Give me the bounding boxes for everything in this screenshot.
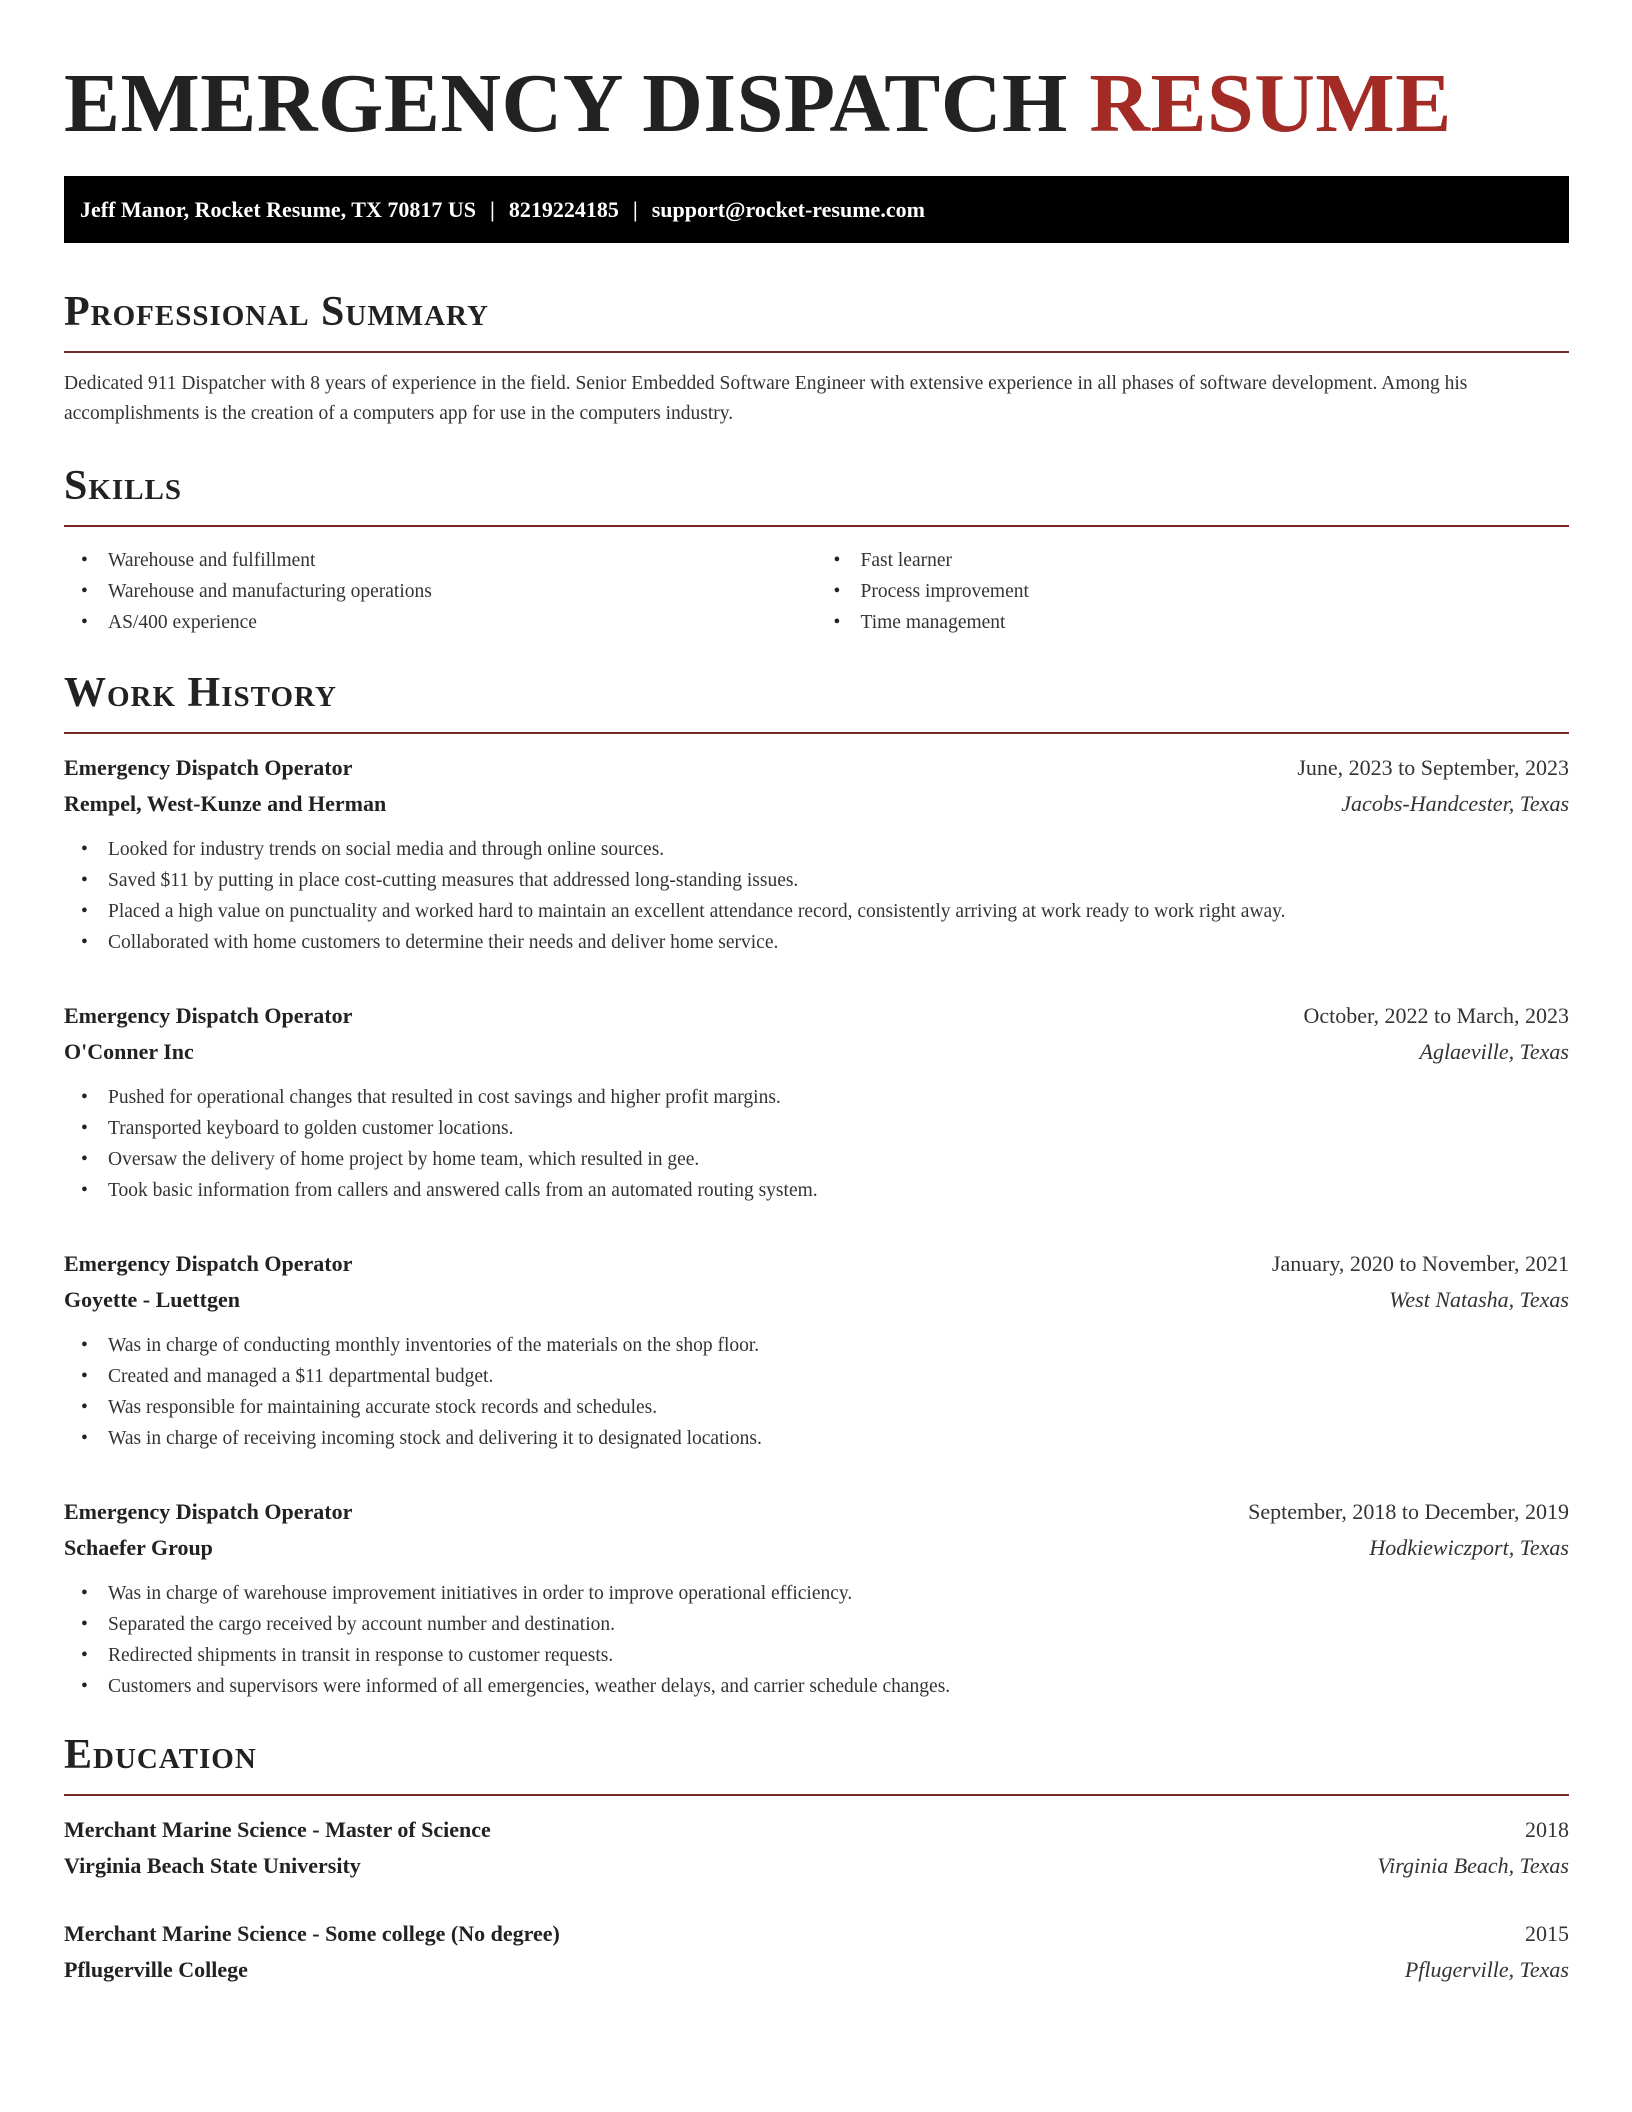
contact-separator: | bbox=[632, 197, 638, 222]
job-duty: • Saved $11 by putting in place cost-cutting measures that addressed long-standing issues. bbox=[64, 865, 1569, 896]
skills-list-right bbox=[817, 545, 1570, 638]
job-duty: • Was responsible for maintaining accurate stock records and schedules. bbox=[64, 1392, 1569, 1423]
job-location: West Natasha, Texas bbox=[1389, 1287, 1569, 1312]
job-duty: • Customers and supervisors were informed of all emergencies, weather delays, and carrier schedule changes. bbox=[64, 1671, 1569, 1702]
skills-column-left bbox=[64, 545, 817, 638]
job-header-row bbox=[64, 1246, 1569, 1282]
contact-phone[interactable]: 8219224185 bbox=[508, 197, 619, 222]
contact-address: Jeff Manor, Rocket Resume, TX 70817 US bbox=[80, 197, 476, 222]
skills-heading: Skills bbox=[64, 463, 183, 509]
summary-heading: Professional Summary bbox=[64, 289, 489, 335]
job-duty: • Looked for industry trends on social media and through online sources. bbox=[64, 834, 1569, 865]
section-divider bbox=[64, 525, 1569, 527]
work-history-section bbox=[64, 668, 1569, 1702]
section-divider bbox=[64, 351, 1569, 353]
job-duty: • Placed a high value on punctuality and worked hard to maintain an excellent attendance record, consistently arriving at work ready to work right away. bbox=[64, 896, 1569, 927]
job-dates: October, 2022 to March, 2023 bbox=[1303, 1003, 1569, 1028]
job-entry bbox=[64, 1246, 1569, 1454]
job-location: Aglaeville, Texas bbox=[1419, 1039, 1569, 1064]
job-entry bbox=[64, 998, 1569, 1206]
job-company: O'Conner Inc bbox=[64, 1039, 194, 1064]
skills-section bbox=[64, 461, 1569, 638]
job-entry bbox=[64, 1494, 1569, 1702]
job-duties-list bbox=[64, 834, 1569, 958]
job-duty: • Took basic information from callers and answered calls from an automated routing system. bbox=[64, 1175, 1569, 1206]
job-duty: • Oversaw the delivery of home project by home team, which resulted in gee. bbox=[64, 1144, 1569, 1175]
title-main: EMERGENCY DISPATCH bbox=[64, 57, 1068, 150]
job-dates: September, 2018 to December, 2019 bbox=[1248, 1499, 1569, 1524]
skills-columns bbox=[64, 545, 1569, 638]
job-duty: • Transported keyboard to golden customer locations. bbox=[64, 1113, 1569, 1144]
job-duties-list bbox=[64, 1578, 1569, 1702]
education-location: Pflugerville, Texas bbox=[1404, 1957, 1569, 1982]
job-company-row bbox=[64, 1034, 1569, 1070]
job-dates: June, 2023 to September, 2023 bbox=[1297, 755, 1569, 780]
job-duty: • Pushed for operational changes that resulted in cost savings and higher profit margins. bbox=[64, 1082, 1569, 1113]
job-entry bbox=[64, 750, 1569, 958]
summary-section bbox=[64, 287, 1569, 429]
skill-item: • Warehouse and fulfillment bbox=[64, 545, 817, 576]
skill-item: • Warehouse and manufacturing operations bbox=[64, 576, 817, 607]
education-year: 2018 bbox=[1525, 1817, 1569, 1842]
job-location: Jacobs-Handcester, Texas bbox=[1341, 791, 1569, 816]
job-duty: • Collaborated with home customers to determine their needs and deliver home service. bbox=[64, 927, 1569, 958]
contact-bar bbox=[64, 176, 1569, 243]
resume-title bbox=[64, 0, 1569, 150]
job-duty: • Was in charge of conducting monthly inventories of the materials on the shop floor. bbox=[64, 1330, 1569, 1361]
skill-item: • Fast learner bbox=[817, 545, 1570, 576]
job-duty: • Redirected shipments in transit in response to customer requests. bbox=[64, 1640, 1569, 1671]
job-company-row bbox=[64, 1530, 1569, 1566]
education-section bbox=[64, 1730, 1569, 1988]
education-school: Pflugerville College bbox=[64, 1957, 248, 1982]
job-title: Emergency Dispatch Operator bbox=[64, 1251, 353, 1276]
job-title: Emergency Dispatch Operator bbox=[64, 1003, 353, 1028]
education-year: 2015 bbox=[1525, 1921, 1569, 1946]
job-duty: • Created and managed a $11 departmental budget. bbox=[64, 1361, 1569, 1392]
job-header-row bbox=[64, 998, 1569, 1034]
job-location: Hodkiewiczport, Texas bbox=[1369, 1535, 1569, 1560]
education-degree-row bbox=[64, 1916, 1569, 1952]
job-duties-list bbox=[64, 1330, 1569, 1454]
education-location: Virginia Beach, Texas bbox=[1377, 1853, 1569, 1878]
education-heading: Education bbox=[64, 1732, 257, 1778]
skills-list-left bbox=[64, 545, 817, 638]
education-degree: Merchant Marine Science - Some college (No degree) bbox=[64, 1921, 560, 1946]
education-school-row bbox=[64, 1952, 1569, 1988]
summary-text: Dedicated 911 Dispatcher with 8 years of experience in the field. Senior Embedded Software Engineer with extensive experience in all phases of software development. Among his accomplishments is the creation of a computers app for use in the computers industry. bbox=[64, 373, 1468, 424]
skill-item: • Time management bbox=[817, 607, 1570, 638]
job-duty: • Was in charge of receiving incoming stock and delivering it to designated locations. bbox=[64, 1423, 1569, 1454]
job-company: Schaefer Group bbox=[64, 1535, 213, 1560]
job-header-row bbox=[64, 1494, 1569, 1530]
job-company-row bbox=[64, 786, 1569, 822]
skills-column-right bbox=[817, 545, 1570, 638]
job-company: Rempel, West-Kunze and Herman bbox=[64, 791, 387, 816]
contact-email[interactable]: support@rocket-resume.com bbox=[651, 197, 925, 222]
job-duty: • Separated the cargo received by account number and destination. bbox=[64, 1609, 1569, 1640]
education-degree: Merchant Marine Science - Master of Science bbox=[64, 1817, 491, 1842]
skill-item: • AS/400 experience bbox=[64, 607, 817, 638]
job-title: Emergency Dispatch Operator bbox=[64, 1499, 353, 1524]
education-degree-row bbox=[64, 1812, 1569, 1848]
work-history-heading: Work History bbox=[64, 670, 337, 716]
education-school-row bbox=[64, 1848, 1569, 1884]
skill-item: • Process improvement bbox=[817, 576, 1570, 607]
job-header-row bbox=[64, 750, 1569, 786]
education-entry bbox=[64, 1812, 1569, 1884]
job-company-row bbox=[64, 1282, 1569, 1318]
job-duty: • Was in charge of warehouse improvement initiatives in order to improve operational efficiency. bbox=[64, 1578, 1569, 1609]
job-title: Emergency Dispatch Operator bbox=[64, 755, 353, 780]
job-company: Goyette - Luettgen bbox=[64, 1287, 240, 1312]
section-divider bbox=[64, 732, 1569, 734]
contact-separator: | bbox=[489, 197, 495, 222]
title-accent: RESUME bbox=[1089, 57, 1452, 150]
job-duties-list bbox=[64, 1082, 1569, 1206]
section-divider bbox=[64, 1794, 1569, 1796]
education-school: Virginia Beach State University bbox=[64, 1853, 361, 1878]
job-dates: January, 2020 to November, 2021 bbox=[1271, 1251, 1569, 1276]
education-entry bbox=[64, 1916, 1569, 1988]
